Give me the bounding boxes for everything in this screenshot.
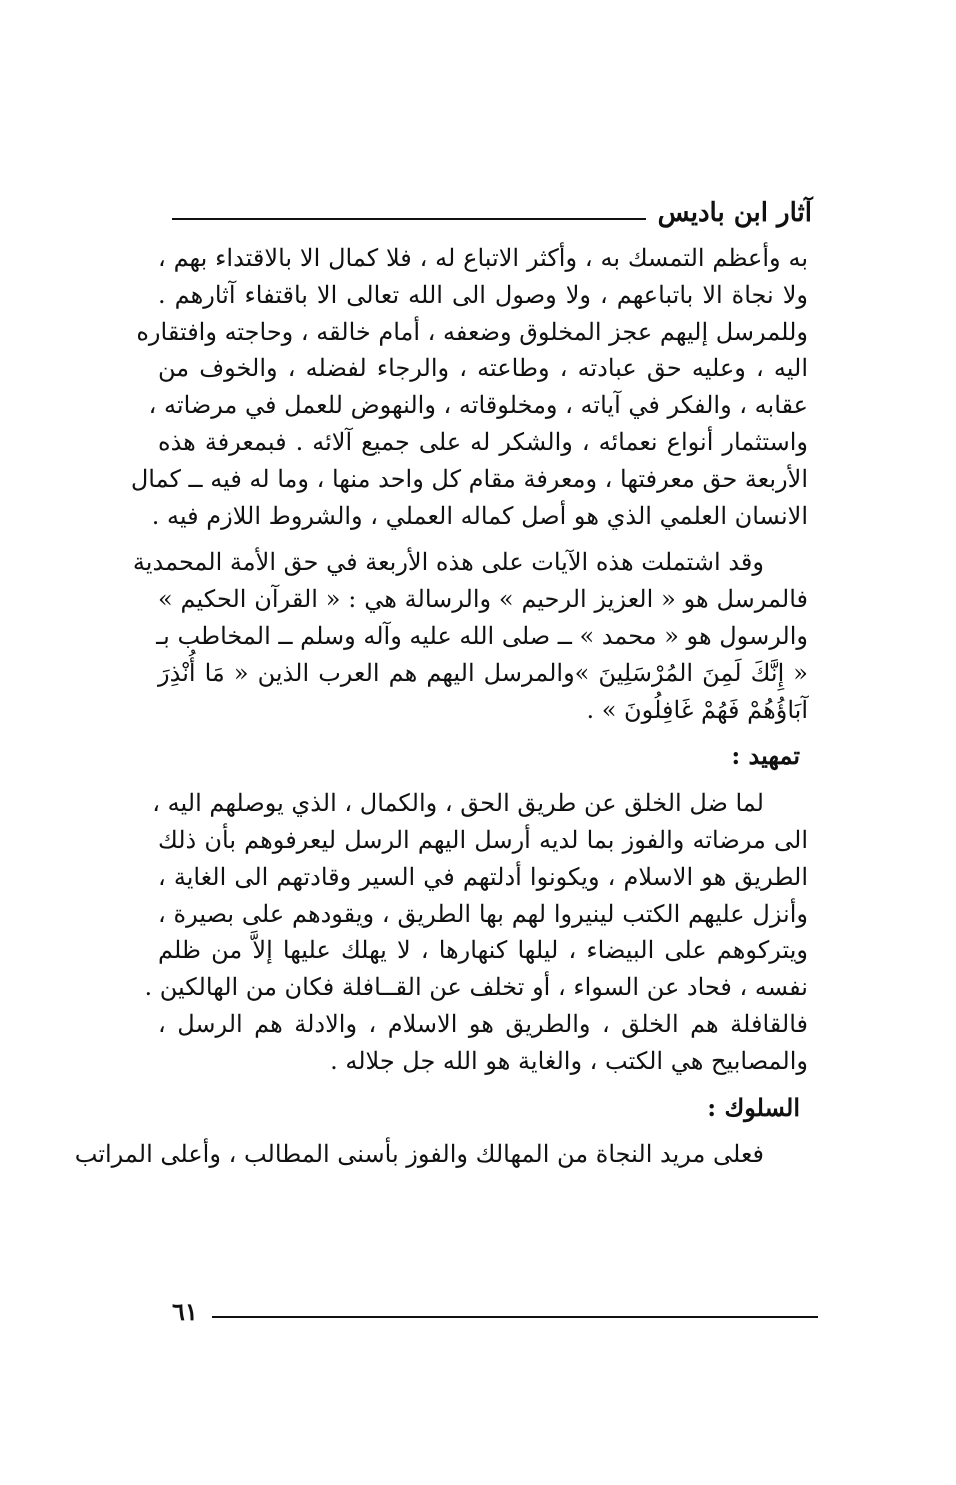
paragraph-2 — [132, 544, 808, 728]
text-line: فعلى مريد النجاة من المهالك والفوز بأسنى المطالب ، وأعلى المراتب — [74, 1140, 764, 1169]
header-rule — [172, 218, 646, 220]
paragraph-1 — [130, 240, 808, 534]
text-line: لما ضل الخلق عن طريق الحق ، والكمال ، الذي يوصلهم اليه ، — [152, 789, 764, 818]
section-heading-tamhid: تمهيد : — [731, 741, 800, 771]
footer-rule — [212, 1316, 818, 1318]
text-line: والرسول هو « محمد » ــ صلى الله عليه وآله وسلم ــ المخاطب بـ — [156, 621, 808, 650]
text-line: « إِنَّكَ لَمِنَ المُرْسَلِينَ »والمرسل اليهم هم العرب الذين « مَا أُنْذِرَ — [158, 658, 808, 687]
text-line: فالمرسل هو « العزيز الرحيم » والرسالة هي : « القرآن الحكيم » — [158, 585, 808, 614]
text-line: به وأعظم التمسك به ، وأكثر الاتباع له ، فلا كمال الا بالاقتداء بهم ، — [158, 244, 808, 272]
text-line: عقابه ، والفكر في آياته ، ومخلوقاته ، والنهوض للعمل في مرضاته ، — [148, 391, 808, 420]
text-line: الأربعة حق معرفتها ، ومعرفة مقام كل واحد منها ، وما له فيه ــ كمال — [130, 464, 808, 493]
text-line: ويتركوهم على البيضاء ، ليلها كنهارها ، لا يهلك عليها إلاَّ من ظلم — [158, 936, 808, 965]
header-title: آثار ابن باديس — [657, 198, 812, 228]
text-line: اليه ، وعليه حق عبادته ، وطاعته ، والرجاء لفضله ، والخوف من — [158, 354, 808, 383]
text-line: نفسه ، فحاد عن السواء ، أو تخلف عن القــافلة فكان من الهالكين . — [144, 973, 808, 1002]
text-line: الطريق هو الاسلام ، ويكونوا أدلتهم في السير وقادتهم الى الغاية ، — [158, 862, 808, 891]
section-heading-suluk: السلوك : — [707, 1092, 800, 1122]
text-line: والمصابيح هي الكتب ، والغاية هو الله جل جلاله . — [330, 1046, 808, 1075]
text-line: وللمرسل إليهم عجز المخلوق وضعفه ، أمام خالقه ، وحاجته وافتقاره — [136, 317, 808, 346]
text-line: آبَاؤُهُمْ فَهُمْ غَافِلُونَ » . — [586, 695, 808, 724]
page-body — [74, 240, 808, 1173]
text-line: وأنزل عليهم الكتب لينيروا لهم بها الطريق ، ويقودهم على بصيرة ، — [158, 899, 808, 928]
page-footer — [172, 1292, 818, 1326]
text-line: ولا نجاة الا باتباعهم ، ولا وصول الى الله تعالى الا باقتفاء آثارهم . — [158, 280, 808, 309]
text-line: واستثمار أنواع نعمائه ، والشكر له على جميع آلائه . فبمعرفة هذه — [158, 427, 808, 456]
paragraph-3 — [144, 785, 808, 1079]
paragraph-gap — [158, 534, 808, 544]
running-header — [172, 188, 812, 228]
text-line: وقد اشتملت هذه الآيات على هذه الأربعة في حق الأمة المحمدية — [132, 548, 764, 577]
paragraph-4 — [74, 1136, 808, 1173]
page-number: ٦١ — [172, 1297, 198, 1326]
text-line: فالقافلة هم الخلق ، والطريق هو الاسلام ، والادلة هم الرسل ، — [158, 1009, 808, 1038]
text-line: الى مرضاته والفوز بما لديه أرسل اليهم الرسل ليعرفوهم بأن ذلك — [158, 825, 808, 854]
text-line: الانسان العلمي الذي هو أصل كماله العملي ، والشروط اللازم فيه . — [151, 501, 808, 530]
